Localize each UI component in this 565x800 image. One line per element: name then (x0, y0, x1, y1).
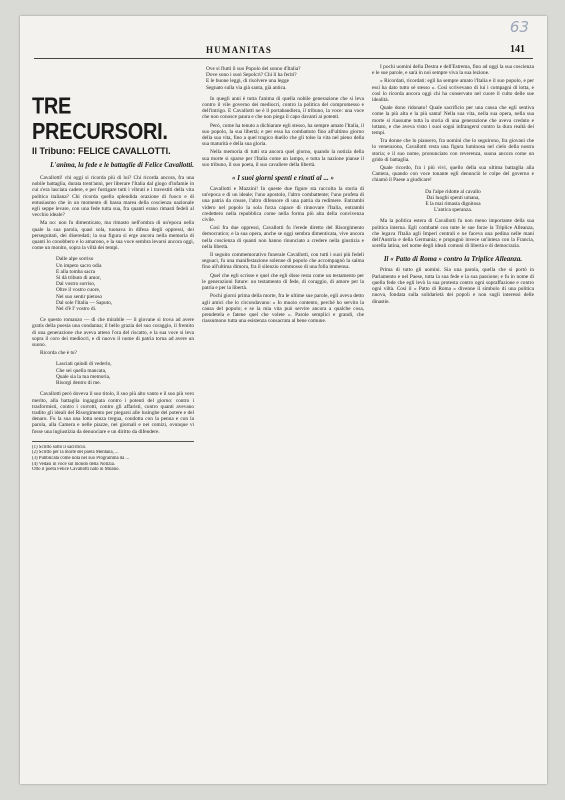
paragraph: Ma la politica estera di Cavallotti fu non meno importante della sua politica interna. Egli combatté con tutte le sue forze la Triplice Alleanza, che legava l'Italia agli Imperi centrali e ne faceva una pedina nelle mani dell'Austria e della Germania; e propugnò invece un'intesa con la Francia, sorella latina, nel nome degli ideali comuni di libertà e di democrazia. (372, 218, 534, 250)
column-3 (372, 64, 534, 776)
verse-block (372, 189, 534, 214)
verse-line: Si dà tributo di amor, (56, 275, 101, 282)
verse-line: Dal vostro sorriso, (56, 281, 96, 288)
verse-line: E la mai rimasta dignitosa (425, 201, 481, 208)
paragraph: Però, come ha tenuto a dichiarare egli stesso, ha sempre amato l'Italia, il suo popolo, la sua libertà; e per essa ha combattuto fino all'ultimo giorno della sua vita, fino a quel tragico duello che gli tolse la vita nel pieno della sua maturità e della sua gloria. (202, 122, 364, 148)
footnote: Otto il poeta Felice Cavallotti nato in Milano. (32, 467, 120, 473)
verse-line: E alla tomba sacra (56, 268, 95, 275)
paragraph: Pochi giorni prima della morte, fra le ultime sue parole, egli aveva detto agli amici che lo circondavano: « Io muoio contento, perché ho servito la causa del popolo; e se la mia vita può servire ancora a qualche cosa, prendetela e fatene quel che volete ». Parole semplici e grandi, che riassumono tutta una esistenza consacrata al bene comune. (202, 293, 364, 325)
footnote: (4) Vedasi in voce sul mondo della Notizia. (32, 461, 116, 467)
paragraph: Quale ricordo, fra i più vivi, quello della sua ultima battaglia alla Camera, quando con voce tonante egli denunciò le colpe del governo e chiamò il Paese a giudicare! (372, 165, 534, 184)
verse-line: E le buone leggi, di risolvere una legge (206, 78, 289, 85)
verse-line: Quale sia la tua memoria, (56, 373, 111, 380)
section-heading: Il « Patto di Roma » contro la Triplice Alleanza. (383, 255, 523, 264)
paragraph: I pochi uomini della Destra e dell'Estrema, fino ad oggi la sua coscienza e le sue parole, e sarà in noi sempre viva la sua lezione. (372, 64, 534, 77)
article-byline: Il Tribuno: FELICE CAVALLOTTI. (32, 146, 171, 156)
article-title: TRE PRECURSORI. (32, 94, 168, 145)
verse-line: Lasciati quindi di vederlo, (56, 361, 112, 368)
verse-line: Risorgi dentro di me. (56, 380, 101, 387)
verse-block (206, 66, 364, 91)
verse-line: Oltre il vostro cuore, (56, 287, 101, 294)
verse-line: L'antica speranza. (433, 207, 472, 214)
footnotes (32, 441, 194, 473)
page-number: 141 (510, 44, 525, 55)
paragraph: « Ricordati, ricordati: egli ha sempre amato l'Italia e il suo popolo, e per essi ha dato tutto sé stesso ». Così scrivevano di lui i compagni di lotta, e così lo ricorda ancora oggi chi ha conservato nel cuore il culto delle sue idealità. (372, 78, 534, 104)
verse-block (56, 361, 194, 386)
verse-block (56, 256, 194, 312)
document-page (20, 16, 547, 784)
text-columns (32, 64, 535, 776)
paragraph: Ricorda che è tu? (40, 350, 77, 357)
verse-line: Segnato sulla via già santa, già antica. (206, 84, 287, 91)
verse-line: Che sei quella mancata, (56, 367, 107, 374)
paragraph: Quale dono ridonato! Quale sacrificio per una causa che egli sentiva come la più alta e la più santa! Nella sua vita, nella sua opera, nella sua morte si riassume tutta la storia di una generazione che aveva creduto e lottato, e che aveva visto i suoi sogni infrangersi contro la dura realtà dei tempi. (372, 105, 534, 137)
paragraph: Cavallotti! chi oggi si ricorda più di lui? Chi ricorda ancora, fra una nobile battaglia, durata trent'anni, per liberare l'Italia dal giogo d'infamie in cui s'era lasciata cadere, e per fustigare tutti i vibrati e i travestiti della vita politica italiana? Chi ricorda quella splendida orazione di fuoco e di entusiasmo che in un momento di bassa marea della coscienza nazionale egli seppe levare, con una fede tutta sua, fra quanti erano rimasti fedeli al vecchio ideale? (32, 175, 194, 219)
paragraph: Ma no: non fu dimenticato, ma rimasto nell'ombra di un'epoca nella quale la sua parola, quasi sola, tuonava in difesa degli oppressi, dei perseguitati, dei diseredati; la sua figura si erge ancora nella memoria di quanti lo conobbero e lo amarono, e la sua voce sembra levarsi ancora oggi, come un monito, sopra la viltà dei tempi. (32, 220, 194, 252)
paragraph: Cavallotti e Mazzini! In queste due figure sta raccolta la storia di un'epoca e di un ideale; l'uno apostolo, l'altro combattente; l'uno profeta di una patria da creare, l'altro difensore di una patria da redimere. Entrambi videro nel popolo la sola forza capace di rinnovare l'Italia, entrambi credettero nella repubblica come nella forma più alta della convivenza civile. (202, 186, 364, 224)
paragraph: Cavallotti però doveva il suo titolo, il suo più alto vanto e il suo più vero merito, alla battaglia ingaggiata contro i potenti del giorno: contro i trasformisti, contro i corrotti, contro gli affaristi, contro quanti avevano tradito gli ideali del Risorgimento per piegarsi alle lusinghe del potere e del denaro. Fu la sua una lotta senza tregua, condotta con la penna e con la parola, alla Camera e nelle piazze, nei giornali e nei comizi, ovunque vi fosse una ingiustizia da denunciare e un diritto da difendere. (32, 391, 194, 435)
paragraph: Quel che egli scrisse e quel che egli disse resta come un testamento per le generazioni future: un testamento di fede, di coraggio, di amore per la patria e per la libertà. (202, 272, 364, 292)
paragraph: Il seguito commemorativo funerale Cavallotti, con tutti i suoi più fedeli seguaci, fu una manifestazione solenne di popolo che accompagnò la salma fino all'ultima dimora, fra il silenzio commosso di una folla immensa. (202, 252, 364, 271)
verse-line: Dai luoghi spenti umana, (426, 194, 480, 201)
paragraph: Tra donne che lo piansero, fra uomini che lo seguirono, fra giovani che lo venerarono, Cavallotti resta una figura luminosa nel cielo della nostra storia; e il suo nome, pronunciato con reverenza, suona ancora come un grido di battaglia. (372, 138, 534, 163)
verse-line: Nel d'è I' vostro di. (56, 306, 97, 313)
paragraph: Così fra due oppressi, Cavallotti fu l'erede diretto del Risorgimento democratico; e la sua opera, anche se oggi sembra dimenticata, vive ancora nella coscienza di quanti non hanno rinunciato a credere nella giustizia e nella libertà. (202, 225, 364, 250)
verse-line: Ove si flutti il suo Popolo del sonno d'Italia? (206, 66, 301, 72)
paragraph: In quegli anni è tutta l'anima di quella nobile generazione che si leva contro il vile governo dei mediocri, contro la politica del compromesso e dell'intrigo. E Cavallotti ne è il portabandiera, il tribuno, la voce: una voce che non conosce paura e che non piega il capo davanti ai potenti. (202, 95, 364, 121)
verse-line: Un impeto sacro odia (56, 262, 102, 269)
footnote: (3) Pubblicata come nota nel suo Programma da ... (32, 455, 130, 461)
running-head: HUMANITAS (206, 45, 273, 55)
paragraph: Prima di tutto gli uomini. Sia una parola, quella che si portò in Parlamento e nel Paese, tutta la sua fede e la sua passione; e fu in nome di quella fede che egli levò la sua protesta contro ogni sopraffazione e contro ogni viltà. Così il « Patto di Roma » divenne il simbolo di una politica nuova, fondata sulla solidarietà dei popoli e non sugli interessi delle dinastie. (372, 267, 534, 305)
pencil-page-mark: 63 (509, 18, 529, 36)
article-subtitle: L'anima, la fede e le battaglie di Felice Cavallotti. (50, 161, 194, 169)
verse-line: Nel suo sentir pietoso (56, 293, 103, 300)
verse-line: Da l'alpe ridotte al cavallo (425, 188, 481, 195)
paragraph: Nella memoria di tutti sta ancora quel giorno, quando la notizia della sua morte si sparse per l'Italia come un lampo, e tutta la nazione pianse il suo tribuno, il suo poeta, il suo cavaliere della libertà. (202, 149, 364, 168)
header-rule (34, 58, 533, 59)
verse-line: Dove sono i suoi Sepolcri? Chi li ha feriti? (206, 72, 297, 79)
verse-line: Dalle alpe sorriso (56, 256, 94, 263)
section-heading: « I suoi giorni spenti e rinati al ... » (232, 174, 334, 183)
column-2 (202, 64, 364, 776)
paragraph: Ce questo romanzo — di che mirabile — il giovane si trova ad avere gratis della poesia una condanna; il bello grazia del suo coraggio, il fremito di una generazione che aveva atteso l'ora del riscatto, e la sua voce si leva sopra il coro dei mediocri, e di nuovo il nome di patria torna ad avere un suono. (32, 317, 194, 349)
column-1 (32, 64, 194, 776)
verse-line: Dal sole l'Italia — Saputo, (56, 299, 113, 306)
footnote: (1) Scritto sotto il sacrificio. (32, 444, 87, 450)
footnote: (2) Scritto per la morte del poeta Mentana, ... (32, 450, 119, 456)
